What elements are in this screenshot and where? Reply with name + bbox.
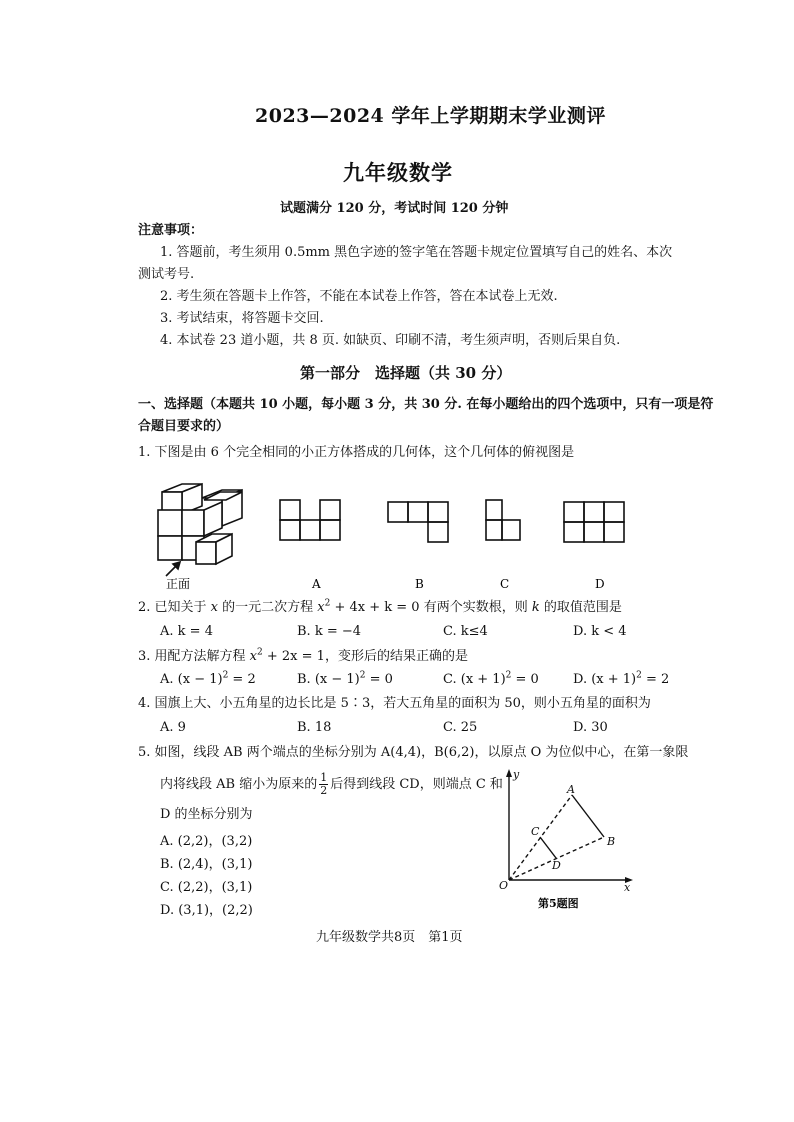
q5-option-d: D. (3,1)，(2,2) (160, 903, 253, 918)
q3-option-b (297, 672, 393, 687)
exam-title: 2023—2024 学年上学期期末学业测评 (255, 105, 606, 127)
q2-stem-part-b: 的一元二次方程 (218, 600, 318, 615)
front-label: 正面 (166, 577, 191, 590)
option-b-label: B (415, 577, 424, 590)
segment-cd (540, 837, 556, 858)
q3-option-d-exponent: 2 (636, 670, 642, 681)
solid-3d-figure (158, 484, 242, 564)
label-a: A (567, 783, 575, 796)
label-d: D (552, 859, 561, 872)
q3-option-a-rest: = 2 (228, 672, 256, 687)
q5-line-2-part-a: 内将线段 AB 缩小为原来的 (160, 777, 318, 792)
q3-option-b-base: B. (x − 1) (297, 672, 360, 687)
q3-option-c (443, 672, 539, 687)
q2-eq-rest: + 4x + k = 0 有两个实数根，则 (330, 600, 532, 615)
q3-option-b-rest: = 0 (365, 672, 393, 687)
option-a-figure (280, 500, 340, 540)
q2-option-b: B. k = −4 (297, 624, 362, 639)
q4-option-a: A. 9 (160, 720, 186, 735)
question-5-line-1: 5. 如图，线段 AB 两个端点的坐标分别为 A(4,4)，B(6,2)，以原点 O 为位似中心，在第一象限 (138, 745, 689, 760)
notice-item-1-cont: 测试考号. (138, 267, 195, 282)
notice-item-2: 2. 考生须在答题卡上作答，不能在本试卷上作答，答在本试卷上无效. (160, 289, 558, 304)
question-5-figure (494, 765, 644, 915)
option-d-figure (564, 502, 624, 542)
q3-option-c-rest: = 0 (511, 672, 539, 687)
q4-option-c: C. 25 (443, 720, 478, 735)
part-heading: 第一部分 选择题（共 30 分） (300, 364, 512, 382)
y-axis-arrow (506, 769, 512, 777)
exam-info: 试题满分 120 分，考试时间 120 分钟 (280, 201, 509, 216)
q3-option-a (160, 672, 256, 687)
figure-caption: 第5题图 (538, 897, 579, 910)
question-1-stem: 1. 下图是由 6 个完全相同的小正方体搭成的几何体，这个几何体的俯视图是 (138, 445, 575, 460)
front-view-arrow (166, 562, 180, 576)
q2-option-d: D. k < 4 (573, 624, 627, 639)
label-y: y (513, 768, 520, 781)
page-footer: 九年级数学共8页 第1页 (316, 930, 463, 945)
option-c-figure (486, 500, 520, 540)
q3-option-a-exponent: 2 (222, 670, 229, 681)
option-b-figure (388, 502, 448, 542)
q5-line-2-part-b: 后得到线段 CD，则端点 C 和 (330, 777, 503, 792)
label-o: O (499, 879, 509, 892)
label-c: C (531, 825, 540, 838)
segment-ab (572, 795, 604, 837)
section-instruction-2: 合题目要求的） (138, 419, 230, 434)
q3-option-d-base: D. (x + 1) (573, 672, 637, 687)
q3-eq-x: x (249, 649, 258, 664)
q2-eq-x: x (317, 600, 325, 615)
notice-heading: 注意事项： (138, 223, 204, 238)
q3-option-d (573, 672, 669, 687)
q5-option-c: C. (2,2)，(3,1) (160, 880, 253, 895)
subject-title: 九年级数学 (343, 160, 453, 185)
q2-var-k: k (531, 600, 540, 615)
question-4-stem: 4. 国旗上大、小五角星的边长比是 5∶3，若大五角星的面积为 50，则小五角星的面积为 (138, 696, 651, 711)
question-5-line-3: D 的坐标分别为 (160, 807, 253, 822)
q3-option-b-exponent: 2 (359, 670, 366, 681)
notice-item-4: 4. 本试卷 23 道小题，共 8 页. 如缺页、印刷不清，考生须声明，否则后果自负. (160, 333, 621, 348)
notice-item-1: 1. 答题前，考生须用 0.5mm 黑色字迹的签字笔在答题卡规定位置填写自己的姓名、本次 (160, 245, 673, 260)
section-instruction-1: 一、选择题（本题共 10 小题，每小题 3 分，共 30 分. 在每小题给出的四个选项中，只有一项是符 (138, 397, 714, 412)
notice-item-3: 3. 考试结束，将答题卡交回. (160, 311, 324, 326)
question-3-stem (138, 648, 468, 666)
q3-option-c-exponent: 2 (505, 670, 512, 681)
q2-stem-part-a: 2. 已知关于 (138, 600, 211, 615)
q2-stem-part-c: 的取值范围是 (539, 600, 622, 615)
q4-option-d: D. 30 (573, 720, 608, 735)
q4-option-b: B. 18 (297, 720, 332, 735)
q3-option-a-base: A. (x − 1) (160, 672, 223, 687)
fraction-one-half (319, 772, 328, 797)
q3-option-c-base: C. (x + 1) (443, 672, 506, 687)
q3-stem-part-b: + 2x = 1，变形后的结果正确的是 (262, 649, 468, 664)
option-c-label: C (500, 577, 510, 590)
q3-eq-exponent: 2 (257, 647, 263, 658)
label-b: B (607, 835, 616, 848)
q5-option-a: A. (2,2)，(3,2) (160, 834, 253, 849)
question-5-line-2 (160, 772, 503, 797)
fraction-numerator: 1 (320, 771, 328, 784)
q2-var-x: x (210, 600, 219, 615)
q2-option-a: A. k = 4 (160, 624, 213, 639)
option-a-label: A (312, 577, 321, 590)
q3-option-d-rest: = 2 (641, 672, 670, 687)
fraction-denominator: 2 (320, 784, 328, 797)
question-1-figure (140, 478, 640, 590)
option-d-label: D (595, 577, 605, 590)
q3-stem-part-a: 3. 用配方法解方程 (138, 649, 250, 664)
q2-eq-exponent: 2 (324, 598, 331, 609)
q2-option-c: C. k≤4 (443, 624, 488, 639)
label-x: x (624, 881, 631, 894)
q5-option-b: B. (2,4)，(3,1) (160, 857, 253, 872)
question-2-stem (138, 599, 622, 617)
